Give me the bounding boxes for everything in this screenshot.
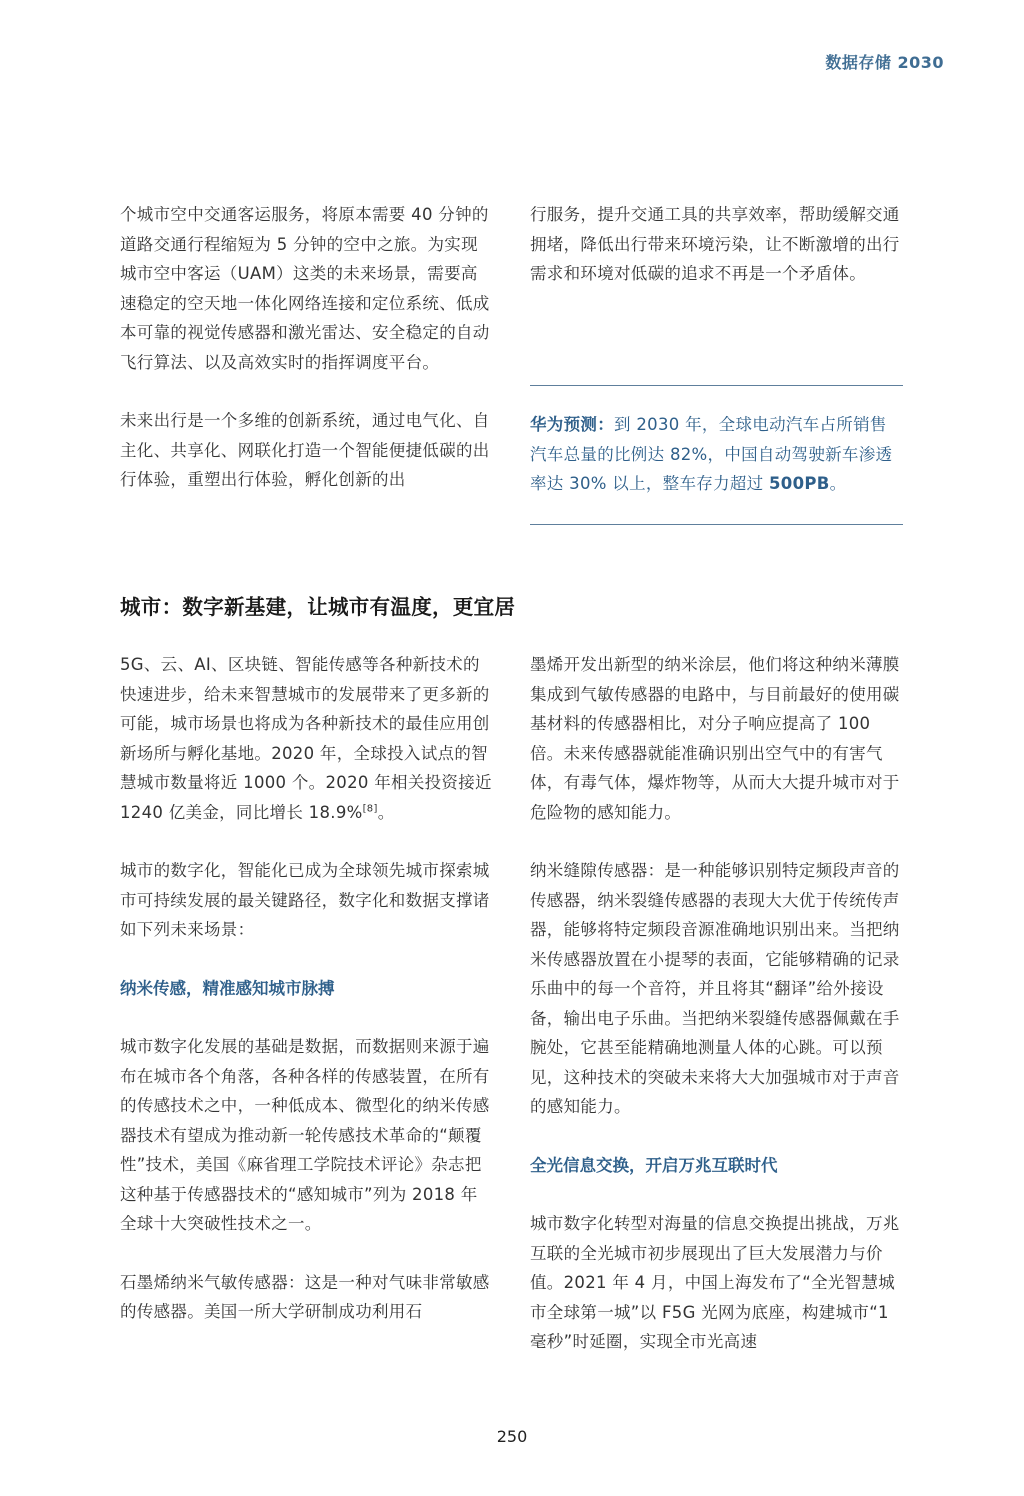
callout-strong-value: 500PB: [769, 474, 830, 493]
paragraph-nano-sensors: 城市数字化发展的基础是数据，而数据则来源于遍布在城市各个角落，各种各样的传感装置，在所有的传感技术之中，一种低成本、微型化的纳米传感器技术有望成为推动新一轮传感技术革命的“颠覆性”技术，美国《麻省理工学院技术评论》杂志把这种基于传感器技术的“感知城市”列为 2018 年全球十大突破性技术之一。: [120, 1037, 490, 1233]
top-left-column: [120, 200, 492, 495]
section-title: 城市：数字新基建，让城市有温度，更宜居: [120, 595, 516, 619]
paragraph-nano-crack-sensor: 纳米缝隙传感器：是一种能够识别特定频段声音的传感器，纳米裂缝传感器的表现大大优于传统传声器，能够将特定频段音源准确地识别出来。当把纳米传感器放置在小提琴的表面，它能够精确的记录乐曲中的每一个音符，并且将其“翻译”给外接设备，输出电子乐曲。当把纳米裂缝传感器佩戴在手腕处，它甚至能精确地测量人体的心跳。可以预见，这种技术的突破未来将大大加强城市对于声音的感知能力。: [530, 861, 900, 1116]
top-right-column: [530, 200, 902, 289]
callout-body: 到 2030 年，全球电动汽车占所销售汽车总量的比例达 82%，中国自动驾驶新车渗透率达 30% 以上，整车存力超过: [530, 415, 893, 493]
paragraph-digitalization: 城市的数字化，智能化已成为全球领先城市探索城市可持续发展的最关键路径，数字化和数据支撑诸如下列未来场景：: [120, 861, 490, 939]
paragraph-all-optical-city: 城市数字化转型对海量的信息交换提出挑战，万兆互联的全光城市初步展现出了巨大发展潜力与价值。2021 年 4 月，中国上海发布了“全光智慧城市全球第一城”以 F5G 光网为底座，构建城市“1 毫秒”时延圈，实现全市光高速: [530, 1214, 900, 1351]
paragraph-graphene-coating: 墨烯开发出新型的纳米涂层，他们将这种纳米薄膜集成到气敏传感器的电路中，与目前最好的使用碳基材料的传感器相比，对分子响应提高了 100 倍。未来传感器就能准确识别出空气中的有害气体，有毒气体，爆炸物等，从而大大提升城市对于危险物的感知能力。: [530, 655, 900, 822]
subheading-nano-sensing: 纳米传感，精准感知城市脉搏: [120, 978, 335, 998]
paragraph-future-mobility: 未来出行是一个多维的创新系统，通过电气化、自主化、共享化、网联化打造一个智能便捷低碳的出行体验，重塑出行体验，孵化创新的出: [120, 411, 490, 489]
paragraph-mobility-service: 行服务，提升交通工具的共享效率，帮助缓解交通拥堵，降低出行带来环境污染，让不断激增的出行需求和环境对低碳的追求不再是一个矛盾体。: [530, 205, 900, 283]
smart-city-end: 。: [377, 802, 395, 822]
paragraph-graphene-sensor: 石墨烯纳米气敏传感器：这是一种对气味非常敏感的传感器。美国一所大学研制成功利用石: [120, 1272, 490, 1321]
lower-left-column: [120, 650, 492, 1327]
paragraph-smart-city: [120, 650, 492, 827]
citation-ref[interactable]: [8]: [362, 803, 378, 814]
huawei-forecast-callout: [530, 385, 903, 525]
callout-text: [530, 410, 903, 499]
lower-right-column: [530, 650, 902, 1357]
document-header-title: 数据存储 2030: [825, 53, 944, 72]
subheading-all-optical: 全光信息交换，开启万兆互联时代: [530, 1155, 778, 1175]
smart-city-text: 5G、云、AI、区块链、智能传感等各种新技术的快速进步，给未来智慧城市的发展带来了更多新的可能，城市场景也将成为各种新技术的最佳应用创新场所与孵化基地。2020 年，全球投入试点的智慧城市数量将近 1000 个。2020 年相关投资接近 1240 亿美金，同比增长 18.9%: [120, 655, 492, 822]
callout-end: 。: [829, 474, 847, 493]
page-number: 250: [496, 1427, 528, 1446]
callout-lead: 华为预测：: [530, 415, 614, 434]
paragraph-uam: 个城市空中交通客运服务，将原本需要 40 分钟的道路交通行程缩短为 5 分钟的空中之旅。为实现城市空中客运（UAM）这类的未来场景，需要高速稳定的空天地一体化网络连接和定位系统、低成本可靠的视觉传感器和激光雷达、安全稳定的自动飞行算法、以及高效实时的指挥调度平台。: [120, 205, 490, 372]
